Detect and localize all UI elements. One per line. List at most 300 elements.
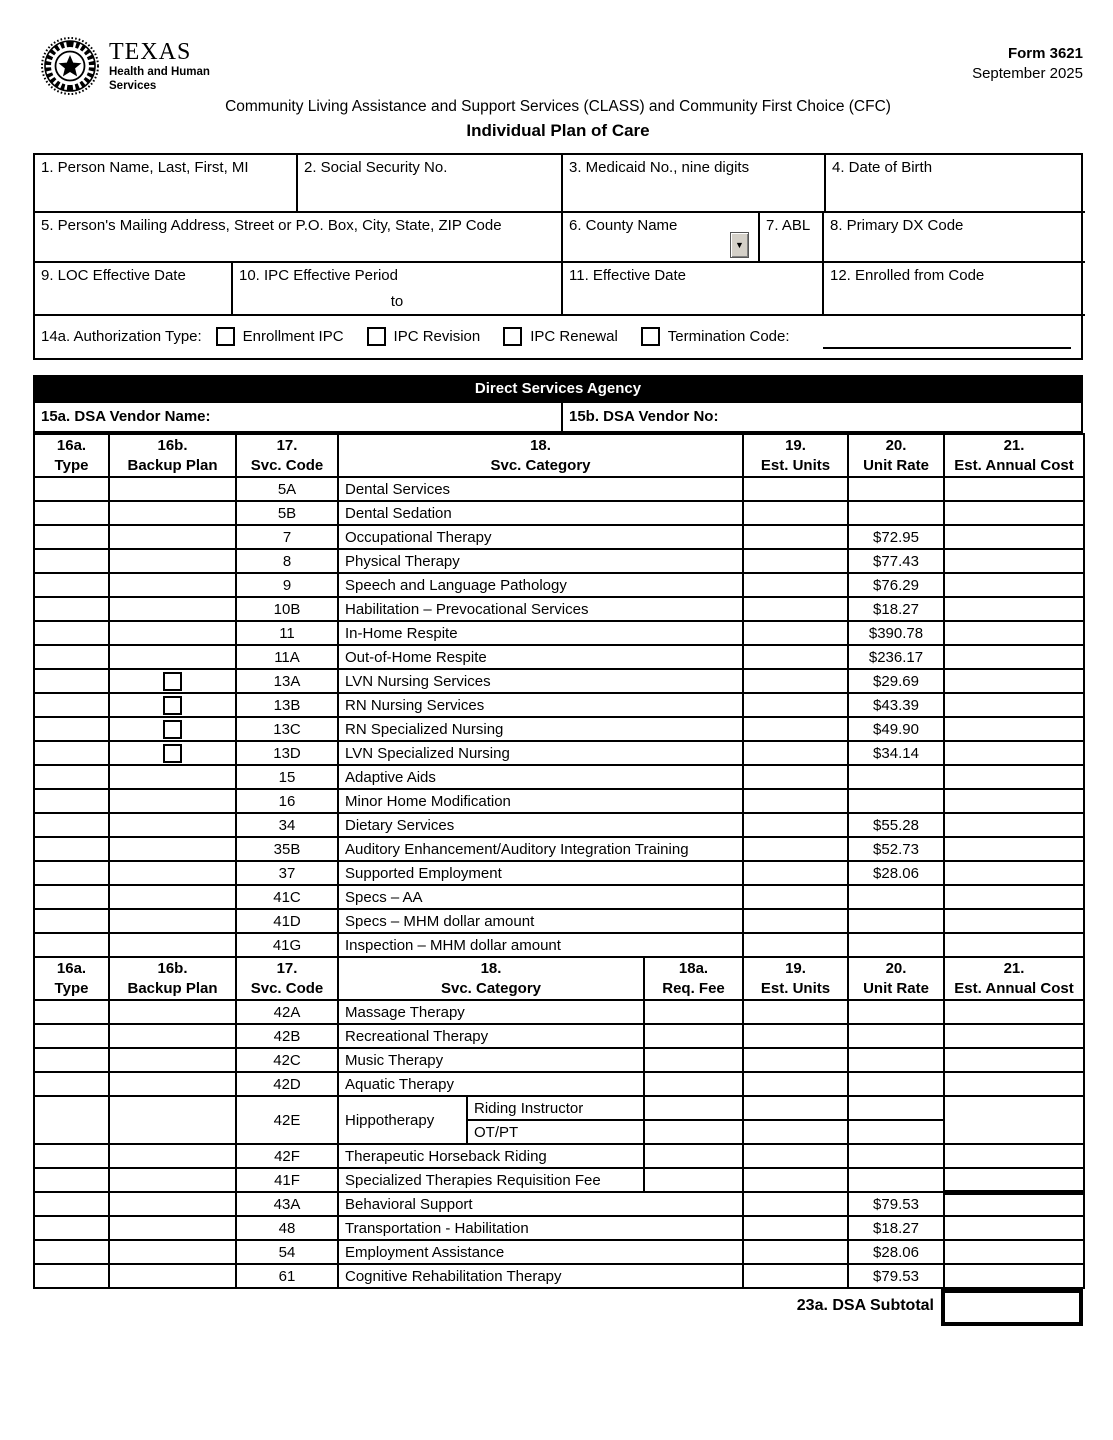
service-row [34,813,1084,837]
service-row [34,621,1084,645]
svc-code-cell: 41G [236,933,338,957]
svc-category-cell: Inspection – MHM dollar amount [338,933,743,957]
est-units-entry-cell[interactable] [743,597,848,621]
type-entry-cell[interactable] [34,1144,109,1168]
svc-code-cell: 5A [236,477,338,501]
effective-date-field[interactable]: 11. Effective Date [563,263,824,316]
auth-option-enrollment-ipc [216,327,344,346]
backup-plan-checkbox[interactable] [163,672,182,691]
column-header [848,957,944,1000]
svc-code-cell: 48 [236,1216,338,1240]
req-fee-entry-cell[interactable] [644,1072,743,1096]
est-units-entry-cell[interactable] [743,1120,848,1144]
backup-plan-shaded-cell [109,837,236,861]
backup-plan-shaded-cell [109,1168,236,1192]
est-units-entry-cell[interactable] [743,573,848,597]
est-annual-cost-entry-cell[interactable] [944,1264,1084,1288]
est-units-entry-cell[interactable] [743,621,848,645]
backup-plan-shaded-cell [109,621,236,645]
unit-rate-cell: $28.06 [848,861,944,885]
req-fee-entry-cell[interactable] [644,1096,743,1120]
type-entry-cell[interactable] [34,1240,109,1264]
svc-category-cell: In-Home Respite [338,621,743,645]
column-header-label: Est. Annual Cost [954,979,1074,997]
enrollment-ipc-checkbox[interactable] [216,327,235,346]
ipc-revision-checkbox[interactable] [367,327,386,346]
est-units-entry-cell[interactable] [743,1192,848,1216]
est-units-entry-cell[interactable] [743,1024,848,1048]
est-annual-cost-entry-cell[interactable] [944,645,1084,669]
svc-category-cell: Out-of-Home Respite [338,645,743,669]
page-header [33,36,1083,96]
type-entry-cell[interactable] [34,1216,109,1240]
dsa-subtotal-entry-box[interactable] [941,1289,1083,1326]
backup-plan-checkbox[interactable] [163,696,182,715]
est-units-entry-cell[interactable] [743,645,848,669]
est-units-entry-cell[interactable] [743,813,848,837]
dsa-table-body [34,434,1084,1288]
column-header-label: Backup Plan [127,979,218,997]
svc-category-cell: Habilitation – Prevocational Services [338,597,743,621]
service-row [34,1192,1084,1216]
unit-rate-cell: $236.17 [848,645,944,669]
est-units-entry-cell[interactable] [743,549,848,573]
agency-logo [40,36,210,96]
backup-plan-shaded-cell [109,573,236,597]
backup-plan-checkbox[interactable] [163,744,182,763]
svc-code-cell: 37 [236,861,338,885]
column-header [848,434,944,477]
type-entry-cell[interactable] [34,885,109,909]
auth-option-ipc-renewal [503,327,618,346]
column-header-number: 20. [885,960,907,977]
svc-category-cell: Aquatic Therapy [338,1072,644,1096]
svc-category-cell: Recreational Therapy [338,1024,644,1048]
backup-plan-cell [109,693,236,717]
svc-code-cell: 9 [236,573,338,597]
svc-category-cell: Occupational Therapy [338,525,743,549]
service-row [34,549,1084,573]
unit-rate-shaded-cell [848,909,944,933]
svc-code-cell: 43A [236,1192,338,1216]
column-header [743,434,848,477]
abl-field[interactable]: 7. ABL [760,213,824,263]
backup-plan-cell [109,669,236,693]
unit-rate-cell: $72.95 [848,525,944,549]
est-units-shaded-cell [743,765,848,789]
est-annual-cost-entry-cell[interactable] [944,1048,1084,1072]
svc-code-cell: 5B [236,501,338,525]
svc-code-cell: 15 [236,765,338,789]
column-header-label: Type [54,456,89,474]
column-header-label: Svc. Code [250,979,324,997]
unit-rate-shaded-cell [848,1168,944,1192]
type-entry-cell[interactable] [34,645,109,669]
column-header-number: 16a. [56,437,87,454]
authorization-type-label: 14a. Authorization Type: [41,328,202,345]
unit-rate-cell: $18.27 [848,597,944,621]
backup-plan-shaded-cell [109,1096,236,1144]
est-units-entry-cell[interactable] [743,861,848,885]
termination-code-label: Termination Code: [667,328,790,345]
type-entry-cell[interactable] [34,765,109,789]
service-row [34,741,1084,765]
backup-plan-shaded-cell [109,1144,236,1168]
backup-plan-cell [109,717,236,741]
backup-plan-shaded-cell [109,813,236,837]
svc-code-cell: 41D [236,909,338,933]
est-annual-cost-entry-cell[interactable] [944,1024,1084,1048]
est-units-entry-cell[interactable] [743,669,848,693]
mailing-address-field[interactable]: 5. Person's Mailing Address, Street or P.O. Box, City, State, ZIP Code [35,213,563,263]
svc-code-cell: 11 [236,621,338,645]
svc-code-cell: 54 [236,1240,338,1264]
column-header-label: Est. Units [760,456,831,474]
est-units-shaded-cell [743,789,848,813]
type-entry-cell[interactable] [34,1072,109,1096]
unit-rate-shaded-cell [848,477,944,501]
svc-code-cell: 13A [236,669,338,693]
est-units-entry-cell[interactable] [743,693,848,717]
service-row [34,525,1084,549]
service-row [34,789,1084,813]
logo-sub-line1: Health and Human [109,66,210,79]
type-entry-cell[interactable] [34,573,109,597]
unit-rate-cell: $77.43 [848,549,944,573]
logo-state-name: TEXAS [109,39,192,66]
type-entry-cell[interactable] [34,1168,109,1192]
unit-rate-entry-cell[interactable] [848,1144,944,1168]
unit-rate-cell: $49.90 [848,717,944,741]
svc-category-cell: Employment Assistance [338,1240,743,1264]
est-units-shaded-cell [743,501,848,525]
ipc-renewal-checkbox[interactable] [503,327,522,346]
termination-code-checkbox[interactable] [641,327,660,346]
unit-rate-cell: $18.27 [848,1216,944,1240]
svc-code-cell: 42B [236,1024,338,1048]
svc-category-cell: Specialized Therapies Requisition Fee [338,1168,644,1192]
est-units-shaded-cell [743,909,848,933]
est-annual-cost-entry-cell[interactable] [944,549,1084,573]
unit-rate-entry-cell[interactable] [848,1024,944,1048]
program-title: Community Living Assistance and Support Services (CLASS) and Community First Choice (CFC) [225,98,891,115]
type-entry-cell[interactable] [34,717,109,741]
column-header-number: 16a. [56,960,87,977]
svc-category-cell: Massage Therapy [338,1000,644,1024]
agency-logo-text [109,39,210,92]
type-entry-cell[interactable] [34,669,109,693]
ssn-field[interactable]: 2. Social Security No. [298,155,563,213]
backup-plan-checkbox[interactable] [163,720,182,739]
dob-field[interactable]: 4. Date of Birth [826,155,1085,213]
dsa-section-header: Direct Services Agency [33,375,1083,403]
req-fee-entry-cell[interactable] [644,1024,743,1048]
est-units-entry-cell[interactable] [743,1216,848,1240]
logo-sub-line2: Services [109,79,157,92]
column-header [944,434,1084,477]
est-annual-cost-entry-cell[interactable] [944,933,1084,957]
service-row [34,1024,1084,1048]
county-dropdown-button[interactable] [730,232,749,258]
type-entry-cell[interactable] [34,1192,109,1216]
service-row [34,1000,1084,1024]
est-annual-cost-entry-cell[interactable] [944,501,1084,525]
req-fee-entry-cell[interactable] [644,1048,743,1072]
type-entry-cell[interactable] [34,693,109,717]
column-header-number: 19. [785,437,806,454]
column-header [338,957,644,1000]
est-annual-cost-entry-cell[interactable] [944,1144,1084,1168]
est-units-entry-cell[interactable] [743,717,848,741]
county-name-field[interactable] [563,213,760,263]
column-header-label: Svc. Code [250,456,324,474]
column-header [34,957,109,1000]
svc-category-cell: Dietary Services [338,813,743,837]
type-entry-cell[interactable] [34,909,109,933]
texas-hhs-seal-icon [40,36,100,96]
service-row [34,861,1084,885]
est-annual-cost-entry-cell[interactable] [944,621,1084,645]
backup-plan-shaded-cell [109,789,236,813]
svc-code-cell: 13B [236,693,338,717]
column-header-number: 18. [530,437,551,454]
form-meta [972,36,1083,85]
est-annual-cost-entry-cell[interactable] [944,909,1084,933]
svc-category-cell: LVN Specialized Nursing [338,741,743,765]
unit-rate-cell: $79.53 [848,1192,944,1216]
backup-plan-shaded-cell [109,861,236,885]
backup-plan-shaded-cell [109,525,236,549]
ipc-effective-period-label: 10. IPC Effective Period [239,267,398,284]
service-row [34,645,1084,669]
backup-plan-shaded-cell [109,1192,236,1216]
type-entry-cell[interactable] [34,837,109,861]
svc-code-cell: 8 [236,549,338,573]
type-entry-cell[interactable] [34,501,109,525]
termination-code-entry-line[interactable] [823,325,1071,349]
service-row [34,693,1084,717]
est-annual-cost-entry-cell[interactable] [944,1096,1084,1144]
est-units-shaded-cell [743,1168,848,1192]
est-units-entry-cell[interactable] [743,1000,848,1024]
unit-rate-shaded-cell [848,885,944,909]
service-row [34,885,1084,909]
svc-code-cell: 42C [236,1048,338,1072]
form-titles [33,98,1083,141]
type-entry-cell[interactable] [34,1096,109,1144]
est-annual-cost-entry-cell[interactable] [944,693,1084,717]
est-annual-cost-entry-cell[interactable] [944,573,1084,597]
svc-code-cell: 42F [236,1144,338,1168]
unit-rate-cell: $55.28 [848,813,944,837]
est-units-entry-cell[interactable] [743,1048,848,1072]
backup-plan-shaded-cell [109,909,236,933]
backup-plan-shaded-cell [109,1240,236,1264]
type-entry-cell[interactable] [34,549,109,573]
svc-code-cell: 42D [236,1072,338,1096]
svc-category-cell: Behavioral Support [338,1192,743,1216]
type-entry-cell[interactable] [34,477,109,501]
svc-code-cell: 10B [236,597,338,621]
est-annual-cost-entry-cell[interactable] [944,789,1084,813]
req-fee-entry-cell[interactable] [644,1000,743,1024]
unit-rate-cell: $79.53 [848,1264,944,1288]
column-header-label: Svc. Category [440,979,542,997]
ipc-revision-label: IPC Revision [393,328,481,345]
backup-plan-shaded-cell [109,645,236,669]
county-name-label: 6. County Name [569,217,678,234]
type-entry-cell[interactable] [34,741,109,765]
table-header-row [34,434,1084,477]
svc-code-cell: 16 [236,789,338,813]
service-row [34,477,1084,501]
est-annual-cost-entry-cell[interactable] [944,717,1084,741]
column-header-number: 18. [480,960,502,977]
req-fee-shaded-cell [644,1120,743,1144]
dsa-vendor-no-field[interactable]: 15b. DSA Vendor No: [569,408,719,425]
svc-code-cell: 11A [236,645,338,669]
backup-plan-shaded-cell [109,597,236,621]
enrollment-ipc-label: Enrollment IPC [242,328,344,345]
svc-code-cell: 41C [236,885,338,909]
service-row [34,765,1084,789]
svc-code-cell: 42A [236,1000,338,1024]
est-annual-cost-entry-cell[interactable] [944,1192,1084,1216]
backup-plan-cell [109,741,236,765]
type-entry-cell[interactable] [34,861,109,885]
service-row [34,1216,1084,1240]
type-entry-cell[interactable] [34,597,109,621]
column-header [34,434,109,477]
primary-dx-field[interactable]: 8. Primary DX Code [824,213,1085,263]
type-entry-cell[interactable] [34,789,109,813]
loc-effective-date-field[interactable]: 9. LOC Effective Date [35,263,233,316]
unit-rate-shaded-cell [848,501,944,525]
est-annual-cost-entry-cell[interactable] [944,1216,1084,1240]
est-units-entry-cell[interactable] [743,1264,848,1288]
est-units-entry-cell[interactable] [743,525,848,549]
est-annual-cost-entry-cell[interactable] [944,741,1084,765]
svc-category-cell: Music Therapy [338,1048,644,1072]
unit-rate-cell: $29.69 [848,669,944,693]
backup-plan-shaded-cell [109,933,236,957]
unit-rate-shaded-cell [848,789,944,813]
person-info-grid [33,153,1083,360]
type-entry-cell[interactable] [34,813,109,837]
est-units-entry-cell[interactable] [743,837,848,861]
est-units-entry-cell[interactable] [743,1072,848,1096]
est-annual-cost-entry-cell[interactable] [944,1000,1084,1024]
backup-plan-shaded-cell [109,1024,236,1048]
est-units-entry-cell[interactable] [743,1144,848,1168]
svc-category-cell: Cognitive Rehabilitation Therapy [338,1264,743,1288]
svc-category-cell: Dental Sedation [338,501,743,525]
req-fee-entry-cell[interactable] [644,1144,743,1168]
service-row [34,501,1084,525]
unit-rate-entry-cell[interactable] [848,1120,944,1144]
ipc-effective-period-field[interactable] [233,263,563,316]
column-header-label: Est. Units [760,979,831,997]
column-header-label: Unit Rate [863,979,929,997]
service-row [34,1072,1084,1096]
backup-plan-shaded-cell [109,1216,236,1240]
column-header [236,434,338,477]
type-entry-cell[interactable] [34,1024,109,1048]
medicaid-no-field[interactable]: 3. Medicaid No., nine digits [563,155,826,213]
column-header-label: Svc. Category [490,456,591,474]
backup-plan-shaded-cell [109,1000,236,1024]
est-annual-cost-entry-cell[interactable] [944,669,1084,693]
unit-rate-entry-cell[interactable] [848,1048,944,1072]
type-entry-cell[interactable] [34,1000,109,1024]
column-header-number: 19. [785,960,806,977]
form-number: Form 3621 [1007,45,1083,62]
column-header-label: Type [54,979,89,997]
svc-code-cell: 13C [236,717,338,741]
service-row [34,1264,1084,1288]
unit-rate-entry-cell[interactable] [848,1096,944,1120]
est-units-entry-cell[interactable] [743,741,848,765]
service-row [34,909,1084,933]
form-date: September 2025 [972,65,1083,83]
authorization-type-row [35,315,1081,358]
backup-plan-shaded-cell [109,1072,236,1096]
column-header [109,434,236,477]
type-entry-cell[interactable] [34,1264,109,1288]
est-units-entry-cell[interactable] [743,1096,848,1120]
est-annual-cost-entry-cell[interactable] [944,477,1084,501]
est-annual-cost-entry-cell[interactable] [944,765,1084,789]
est-annual-cost-entry-cell[interactable] [944,813,1084,837]
unit-rate-entry-cell[interactable] [848,1072,944,1096]
type-entry-cell[interactable] [34,621,109,645]
est-annual-cost-entry-cell[interactable] [944,597,1084,621]
person-name-field[interactable]: 1. Person Name, Last, First, MI [35,155,298,213]
dsa-subtotal-row [33,1289,1083,1326]
est-annual-cost-entry-cell[interactable] [944,885,1084,909]
page-title: Individual Plan of Care [466,121,650,140]
est-annual-cost-entry-cell[interactable] [944,1072,1084,1096]
enrolled-from-code-field[interactable]: 12. Enrolled from Code [824,263,1085,316]
service-row [34,1168,1084,1192]
svc-category-cell: Minor Home Modification [338,789,743,813]
service-row [34,1240,1084,1264]
backup-plan-shaded-cell [109,1048,236,1072]
est-annual-cost-entry-cell[interactable] [944,1240,1084,1264]
svc-category-cell: Auditory Enhancement/Auditory Integration Training [338,837,743,861]
est-annual-cost-entry-cell[interactable] [944,861,1084,885]
ipc-period-to-label: to [390,293,404,310]
backup-plan-shaded-cell [109,885,236,909]
dsa-vendor-name-field[interactable]: 15a. DSA Vendor Name: [35,403,563,431]
column-header [644,957,743,1000]
svc-code-cell: 7 [236,525,338,549]
est-annual-cost-entry-cell[interactable] [944,837,1084,861]
unit-rate-entry-cell[interactable] [848,1000,944,1024]
est-annual-cost-entry-cell[interactable] [944,525,1084,549]
type-entry-cell[interactable] [34,1048,109,1072]
est-annual-cost-entry-cell[interactable] [944,1168,1084,1192]
unit-rate-shaded-cell [848,933,944,957]
column-header-number: 18a. [678,960,709,977]
svc-category-cell: LVN Nursing Services [338,669,743,693]
est-units-entry-cell[interactable] [743,1240,848,1264]
type-entry-cell[interactable] [34,525,109,549]
type-entry-cell[interactable] [34,933,109,957]
column-header [743,957,848,1000]
service-row [34,1144,1084,1168]
dsa-vendor-row [33,403,1083,433]
